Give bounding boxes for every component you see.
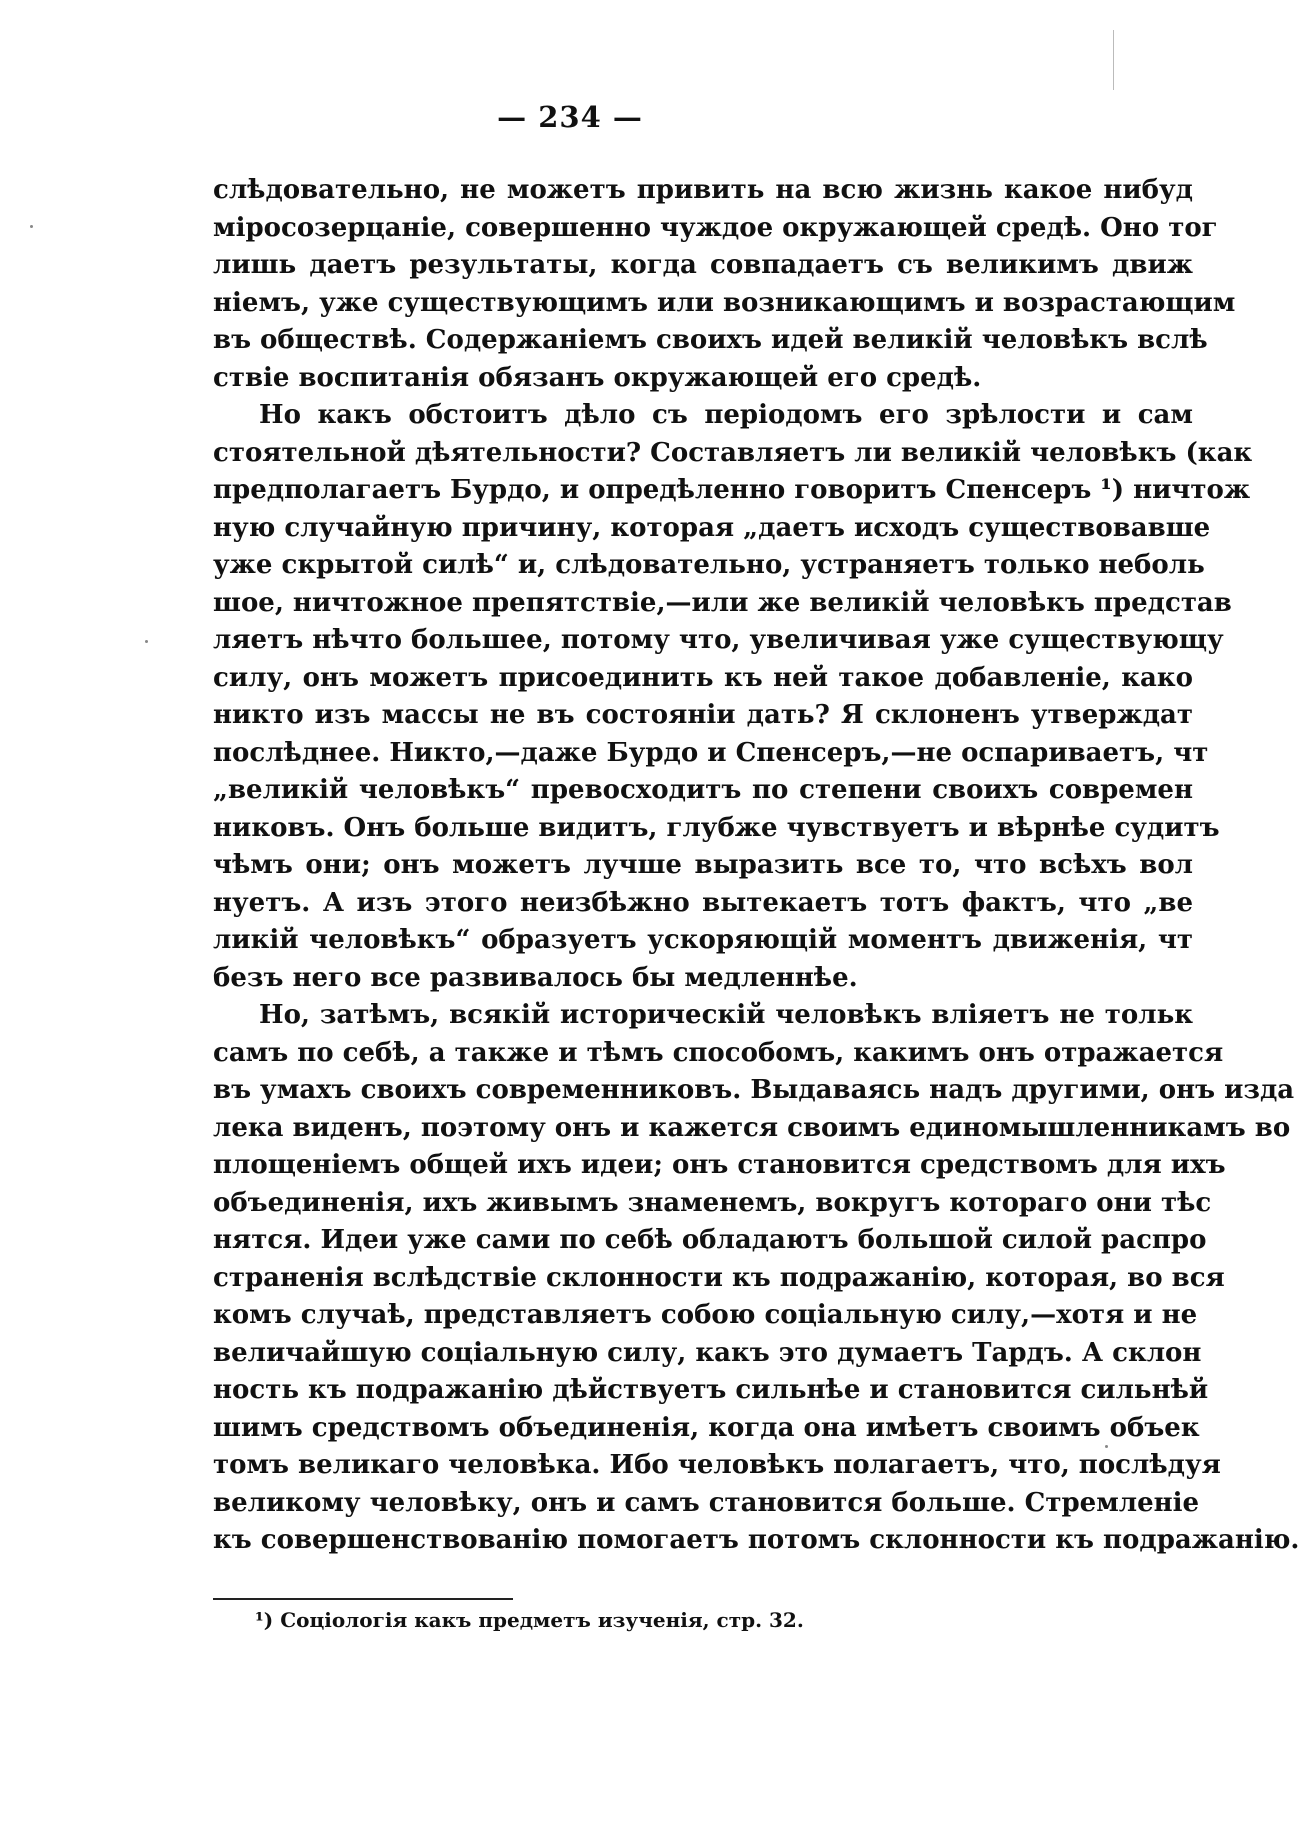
body-text [213,172,1299,1560]
footnote-marker: ¹) [255,1608,274,1632]
text-line: въ обществѣ. Содержаніемъ своихъ идей великій человѣкъ вслѣ [213,325,1208,355]
text-line: шимъ средствомъ объединенія, когда она имѣетъ своимъ объек [213,1412,1200,1443]
text-line: никовъ. Онъ больше видитъ, глубже чувствуетъ и вѣрнѣе судитъ [213,812,1220,843]
text-line: ликій человѣкъ“ образуетъ ускоряющій моментъ движенія, чт [213,925,1193,955]
text-line: послѣднее. Никто,—даже Бурдо и Спенсеръ,—не оспариваетъ, чт [213,737,1209,768]
scan-speck [145,640,148,643]
text-line: никто изъ массы не въ состояніи дать? Я склоненъ утверждат [213,700,1193,730]
text-line: ность къ подражанію дѣйствуетъ сильнѣе и становится сильнѣй [213,1375,1209,1405]
text-line: силу, онъ можетъ присоединить къ ней такое добавленіе, како [213,662,1193,693]
text-line: нуетъ. А изъ этого неизбѣжно вытекаетъ тотъ фактъ, что „ве [213,887,1193,918]
text-line: лишь даетъ результаты, когда совпадаетъ съ великимъ движ [213,250,1193,280]
text-line: самъ по себѣ, а также и тѣмъ способомъ, какимъ онъ отражается [213,1037,1224,1068]
text-line: предполагаетъ Бурдо, и опредѣленно говоритъ Спенсеръ ¹) ничтож [213,475,1251,505]
page-number: — 234 — [497,100,643,134]
text-line: великому человѣку, онъ и самъ становится больше. Стремленіе [213,1487,1200,1518]
scan-speck [30,225,33,228]
footnote-text: Соціологія какъ предметъ изученія, стр. 32. [280,1608,804,1632]
text-line: ніемъ, уже существующимъ или возникающимъ и возрастающим [213,287,1236,318]
text-line: страненія вслѣдствіе склонности къ подражанію, которая, во вся [213,1262,1225,1293]
text-line: Но, затѣмъ, всякій историческій человѣкъ вліяетъ не тольк [259,1000,1193,1030]
text-line: ствіе воспитанія обязанъ окружающей его средѣ. [213,362,982,393]
text-line: къ совершенствованію помогаетъ потомъ склонности къ подражанію. [213,1525,1299,1555]
text-line: ляетъ нѣчто большее, потому что, увеличивая уже существующу [213,625,1224,655]
scan-edge-mark [1113,30,1114,90]
text-line: Но какъ обстоитъ дѣло съ періодомъ его зрѣлости и сам [259,400,1193,430]
text-line: объединенія, ихъ живымъ знаменемъ, вокругъ котораго они тѣс [213,1187,1212,1218]
text-line: стоятельной дѣятельности? Составляетъ ли великій человѣкъ (как [213,437,1253,468]
text-line: въ умахъ своихъ современниковъ. Выдаваясь надъ другими, онъ изда [213,1075,1295,1105]
text-line: слѣдовательно, не можетъ привить на всю жизнь какое нибуд [213,175,1193,205]
text-line: „великій человѣкъ“ превосходитъ по степени своихъ современ [213,775,1193,805]
text-line: шое, ничтожное препятствіе,—или же великій человѣкъ представ [213,587,1232,618]
text-line: безъ него все развивалось бы медленнѣе. [213,962,858,993]
text-line: томъ великаго человѣка. Ибо человѣкъ полагаетъ, что, послѣдуя [213,1450,1221,1480]
text-line: лека виденъ, поэтому онъ и кажется своимъ единомышленникамъ во [213,1112,1291,1143]
footnote-rule [213,1598,513,1600]
text-line: чѣмъ они; онъ можетъ лучше выразить все то, что всѣхъ вол [213,850,1193,880]
footnote [255,1605,1055,1635]
text-line: площеніемъ общей ихъ идеи; онъ становится средствомъ для ихъ [213,1150,1226,1180]
text-line: уже скрытой силѣ“ и, слѣдовательно, устраняетъ только неболь [213,550,1205,580]
text-line: комъ случаѣ, представляетъ собою соціальную силу,—хотя и не [213,1300,1198,1330]
text-line: величайшую соціальную силу, какъ это думаетъ Тардъ. А склон [213,1337,1202,1368]
text-line: ную случайную причину, которая „даетъ исходъ существовавше [213,512,1211,543]
text-line: нятся. Идеи уже сами по себѣ обладаютъ большой силой распро [213,1225,1207,1255]
text-line: міросозерцаніе, совершенно чуждое окружающей средѣ. Оно тог [213,212,1218,243]
